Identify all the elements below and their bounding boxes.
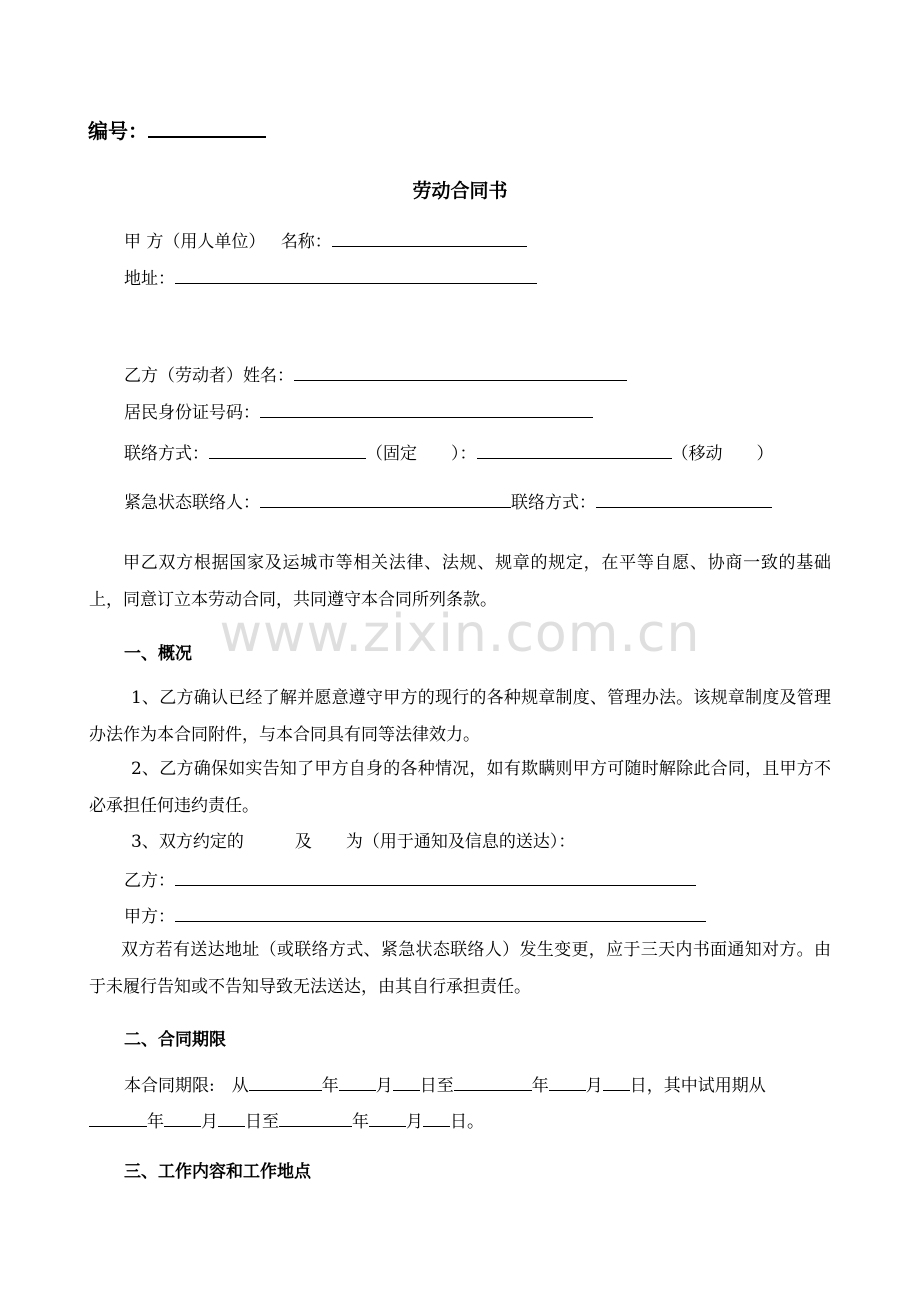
change-notice-text: 双方若有送达地址（或联络方式、紧急状态联络人）发生变更，应于三天内书面通知对方。由于未履行告知或不告知导致无法送达，由其自行承担责任。 [89,940,831,997]
party-b-fixed-phone-field[interactable] [209,441,366,459]
party-a-address-field[interactable] [175,266,537,284]
end-day-field[interactable] [603,1073,630,1091]
document-number [88,114,266,144]
notice-party-a-field[interactable] [175,904,706,922]
section-1-item-1 [89,680,831,754]
section-1-item-2 [89,751,831,825]
notice-party-a-label: 甲方： [124,907,175,927]
emergency-phone-field[interactable] [596,490,772,508]
probation-end-day-field[interactable] [423,1109,450,1127]
start-year-field[interactable] [249,1073,322,1091]
party-a-name-label: 名称： [280,232,332,252]
end-label: 日。 [450,1112,484,1132]
contract-term-row-1 [124,1073,766,1096]
year-unit: 年 [352,1112,369,1132]
probation-start-month-field[interactable] [164,1109,201,1127]
section-3-heading: 三、工作内容和工作地点 [124,1162,311,1182]
item-1-text: 1、乙方确认已经了解并愿意遵守甲方的现行的各种规章制度、管理办法。该规章制度及管理办法作为本合同附件，与本合同具有同等法律效力。 [89,688,831,745]
year-unit: 年 [321,1076,339,1096]
intro-text: 甲乙双方根据国家及运城市等相关法律、法规、规章的规定，在平等自愿、协商一致的基础上，同意订立本劳动合同，共同遵守本合同所列条款。 [89,553,831,610]
emergency-contact-label: 紧急状态联络人： [124,493,260,513]
notice-party-b-label: 乙方： [124,871,175,891]
party-a-address-row [124,266,537,289]
emergency-contact-row [124,490,772,513]
fixed-phone-label: （固定 ）： [366,444,477,464]
notice-party-b-field[interactable] [175,868,696,886]
probation-start-day-field[interactable] [218,1109,245,1127]
probation-end-year-field[interactable] [279,1109,352,1127]
day-to-unit: 日至 [419,1076,454,1096]
month-unit: 月 [406,1112,423,1132]
year-unit: 年 [531,1076,549,1096]
month-unit: 月 [375,1076,393,1096]
party-b-contact-label: 联络方式： [124,444,209,464]
section-2-heading: 二、合同期限 [124,1030,226,1050]
day-unit: 日 [629,1076,647,1096]
section-1-heading: 一、概况 [124,644,192,664]
party-b-name-label: 乙方（劳动者）姓名： [124,366,294,386]
end-year-field[interactable] [454,1073,532,1091]
party-b-name-row [124,363,627,386]
section-1-item-3: 3、双方约定的 及 为（用于通知及信息的送达）： [131,832,576,852]
emergency-contact-field[interactable] [260,490,511,508]
day-to-unit: 日至 [245,1112,279,1132]
probation-end-month-field[interactable] [369,1109,406,1127]
contract-term-row-2 [89,1109,484,1132]
item-2-text: 2、乙方确保如实告知了甲方自身的各种情况，如有欺瞒则甲方可随时解除此合同，且甲方不必承担任何违约责任。 [89,759,831,816]
document-number-label: 编号： [88,119,148,143]
document-number-blank[interactable] [148,114,266,138]
probation-start-year-field[interactable] [89,1109,147,1127]
notice-party-a-row [124,904,706,927]
party-b-id-label: 居民身份证号码： [124,403,260,423]
party-a-name-field[interactable] [332,229,527,247]
change-notice-paragraph [89,932,831,1006]
end-month-field[interactable] [549,1073,586,1091]
month-unit: 月 [201,1112,218,1132]
notice-party-b-row [124,868,696,891]
party-b-mobile-field[interactable] [477,441,672,459]
emergency-phone-label: 联络方式： [511,493,596,513]
party-b-name-field[interactable] [294,363,627,381]
start-month-field[interactable] [339,1073,376,1091]
party-b-id-row [124,400,593,423]
term-label: 本合同期限: 从 [124,1076,249,1096]
probation-label: ，其中试用期从 [646,1076,766,1096]
intro-paragraph [89,545,831,619]
year-unit: 年 [147,1112,164,1132]
party-b-id-field[interactable] [260,400,593,418]
page-title: 劳动合同书 [412,180,508,202]
start-day-field[interactable] [393,1073,420,1091]
party-b-contact-row [124,441,774,464]
party-a-address-label: 地址： [124,269,175,289]
party-a-label: 甲 方（用人单位） [124,232,266,252]
month-unit: 月 [585,1076,603,1096]
watermark: www.zixin.com.cn [219,604,701,664]
party-a-name-row [124,229,527,252]
mobile-phone-label: （移动 ） [671,444,774,464]
